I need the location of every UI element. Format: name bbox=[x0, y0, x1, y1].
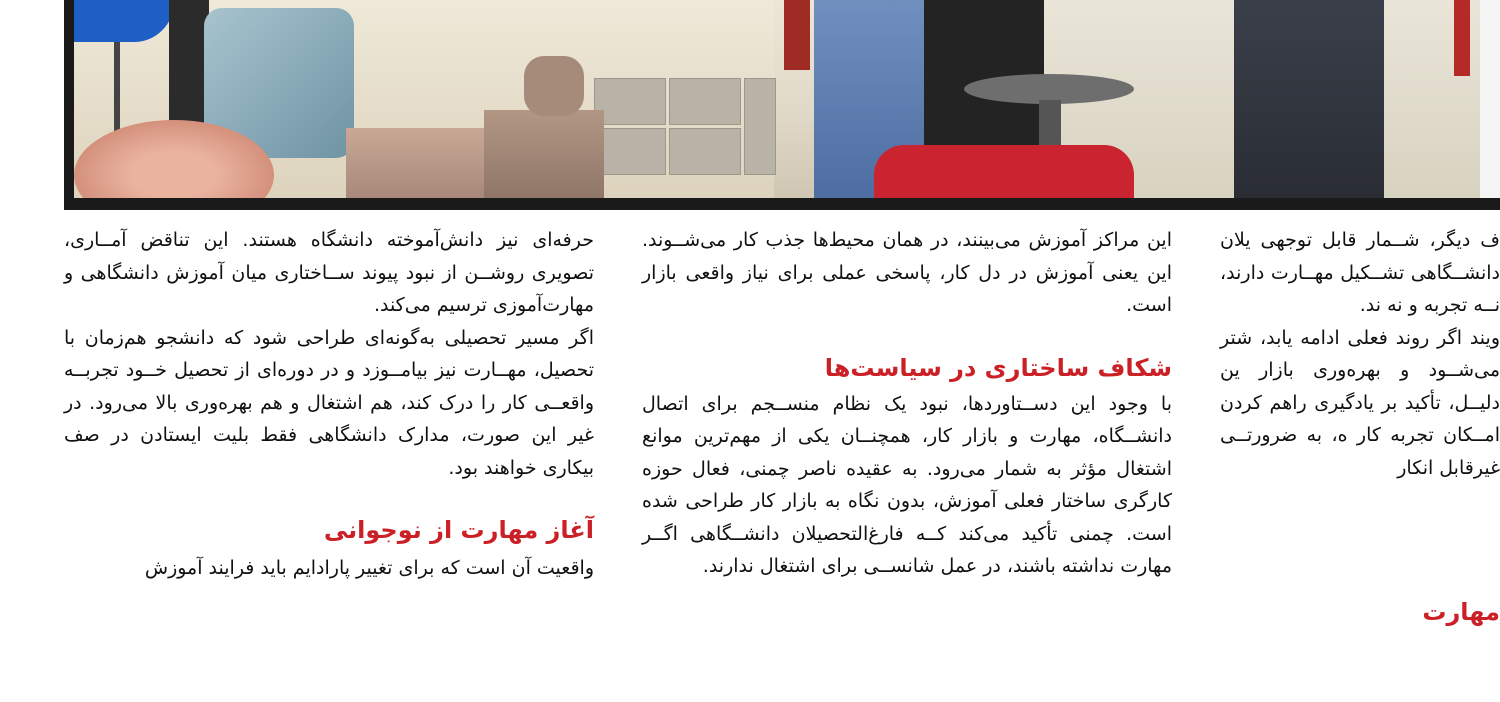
section-heading: مهارت bbox=[1422, 598, 1500, 626]
section-heading: آغاز مهارت از نوجوانی bbox=[323, 516, 594, 544]
paragraph: ف دیگر، شــمار قابل توجهی یلان دانشــگاهی تشــکیل مهــارت دارند، نــه تجربه و نه ند. bbox=[1220, 229, 1500, 316]
red-chair bbox=[874, 145, 1134, 198]
stool-post bbox=[1039, 100, 1061, 150]
paragraph: با وجود این دســتاوردها، نبود یک نظام منســجم برای اتصال دانشــگاه، مهارت و بازار کار، همچنــان یکی از مهم‌ترین موانع اشتغال مؤثر به شمار می‌رود. به عقیده ناصر چمنی، فعال حوزه کارگری ساختار فعلی آموزش، بدون نگاه به بازار کار طراحی شده است. چمنی تأکید می‌کند کــه فارغ‌التحصیلان دانشــگاهی اگــر مهارت نداشته باشند، در عمل شانســی برای اشتغال ندارند. bbox=[642, 392, 1172, 577]
photo-tile bbox=[669, 78, 741, 125]
paragraph: حرفه‌ای نیز دانش‌آموخته دانشگاه هستند. این تناقض آمــاری، تصویری روشــن از نبود پیوند ســاختاری میان آموزش دانشگاهی و مهارت‌آموزی ترسیم می‌کند. bbox=[64, 229, 594, 316]
paragraph: ویند اگر روند فعلی ادامه یابد، شتر می‌شــود و بهره‌وری بازار ین دلیــل، تأکید بر یادگیری راهم کردن امــکان تجربه کار ه، به ضرورتــی غیرقابل انکار bbox=[1220, 326, 1500, 479]
paragraph: این مراکز آموزش می‌بینند، در همان محیط‌ها جذب کار می‌شــوند. این یعنی آموزش در دل کار، پاسخی عملی برای نیاز واقعی بازار است. bbox=[642, 229, 1172, 316]
chair-leg bbox=[114, 42, 120, 132]
photo-tile bbox=[594, 78, 666, 125]
stone-sculpture bbox=[524, 56, 584, 116]
article-column-middle bbox=[642, 224, 1172, 583]
photo-tile bbox=[744, 78, 776, 175]
article-column-right-crop bbox=[1212, 200, 1500, 702]
red-bag bbox=[784, 0, 810, 70]
article-column-right bbox=[1220, 224, 1500, 628]
white-post bbox=[1480, 0, 1500, 198]
person-legs-right bbox=[1234, 0, 1384, 198]
section-heading: شکاف ساختاری در سیاست‌ها bbox=[824, 353, 1172, 382]
article-column-left bbox=[64, 224, 594, 585]
workshop-scene-image bbox=[74, 0, 1500, 198]
paragraph: واقعیت آن است که برای تغییر پارادایم باید فرایند آموزش bbox=[144, 557, 594, 579]
red-strap bbox=[1454, 0, 1470, 76]
paragraph: اگر مسیر تحصیلی به‌گونه‌ای طراحی شود که دانشجو هم‌زمان با تحصیل، مهــارت نیز بیامــوزد و در دوره‌ای از تحصیل خــود تجربــه واقعــی کار را درک کند، هم اشتغال و هم بهره‌وری بالا می‌رود. در غیر این صورت، مدارک دانشگاهی فقط بلیت ایستادن در صف بیکاری خواهند بود. bbox=[64, 326, 594, 479]
article-photo bbox=[64, 0, 1500, 210]
photo-tile bbox=[669, 128, 741, 175]
photo-tile bbox=[594, 128, 666, 175]
stone-block bbox=[484, 110, 604, 198]
stone-block bbox=[346, 128, 486, 198]
